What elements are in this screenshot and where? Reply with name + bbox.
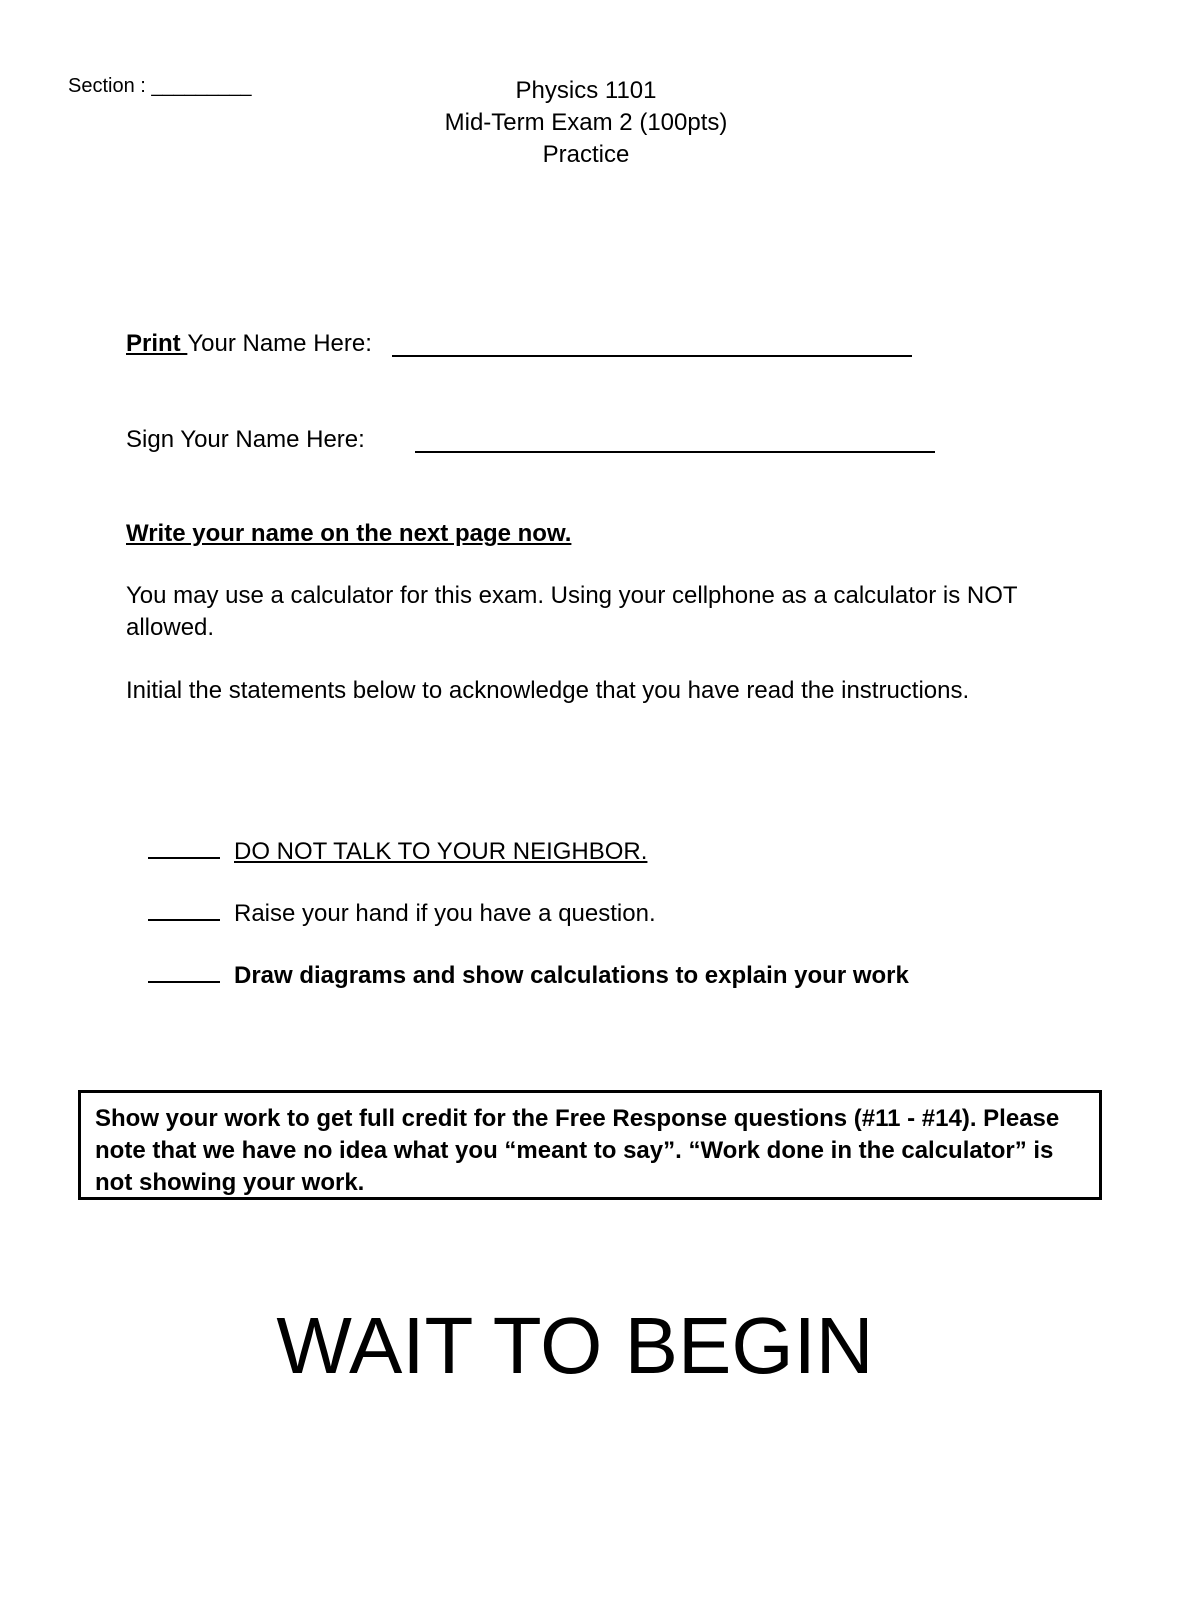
- print-name-field: [126, 330, 372, 358]
- write-name-instruction: Write your name on the next page now.: [126, 520, 572, 547]
- calculator-policy: You may use a calculator for this exam. Using your cellphone as a calculator is NOT allowed.: [126, 582, 1018, 641]
- exam-type: Practice: [542, 141, 630, 168]
- show-work-notice: Show your work to get full credit for the Free Response questions (#11 - #14). Please note that we have no idea what you “meant to say”. “Work done in the calculator” is not showing your work.: [78, 1090, 1102, 1200]
- acknowledgement-text: DO NOT TALK TO YOUR NEIGHBOR.: [234, 838, 648, 865]
- section-field-label: Section : _________: [68, 75, 252, 97]
- acknowledgement-row: [148, 959, 909, 990]
- print-name-label: Your Name Here:: [187, 330, 372, 357]
- sign-name-label: Sign Your Name Here:: [126, 426, 365, 453]
- print-word: Print: [126, 330, 188, 357]
- initial-blank[interactable]: [148, 835, 220, 859]
- course-title: Physics 1101: [515, 77, 657, 104]
- acknowledgement-row: [148, 897, 656, 928]
- initial-blank[interactable]: [148, 959, 220, 983]
- print-name-blank[interactable]: [392, 355, 912, 357]
- wait-to-begin-banner: WAIT TO BEGIN: [276, 1301, 874, 1390]
- acknowledgement-text: Raise your hand if you have a question.: [234, 900, 656, 927]
- acknowledgement-row: [148, 835, 647, 866]
- sign-name-field: [126, 426, 365, 454]
- sign-name-blank[interactable]: [415, 451, 935, 453]
- initial-instruction: Initial the statements below to acknowledge that you have read the instructions.: [126, 677, 970, 704]
- exam-title: Mid-Term Exam 2 (100pts): [444, 109, 728, 136]
- initial-blank[interactable]: [148, 897, 220, 921]
- acknowledgement-text: Draw diagrams and show calculations to explain your work: [234, 962, 909, 989]
- exam-header: [0, 75, 1172, 171]
